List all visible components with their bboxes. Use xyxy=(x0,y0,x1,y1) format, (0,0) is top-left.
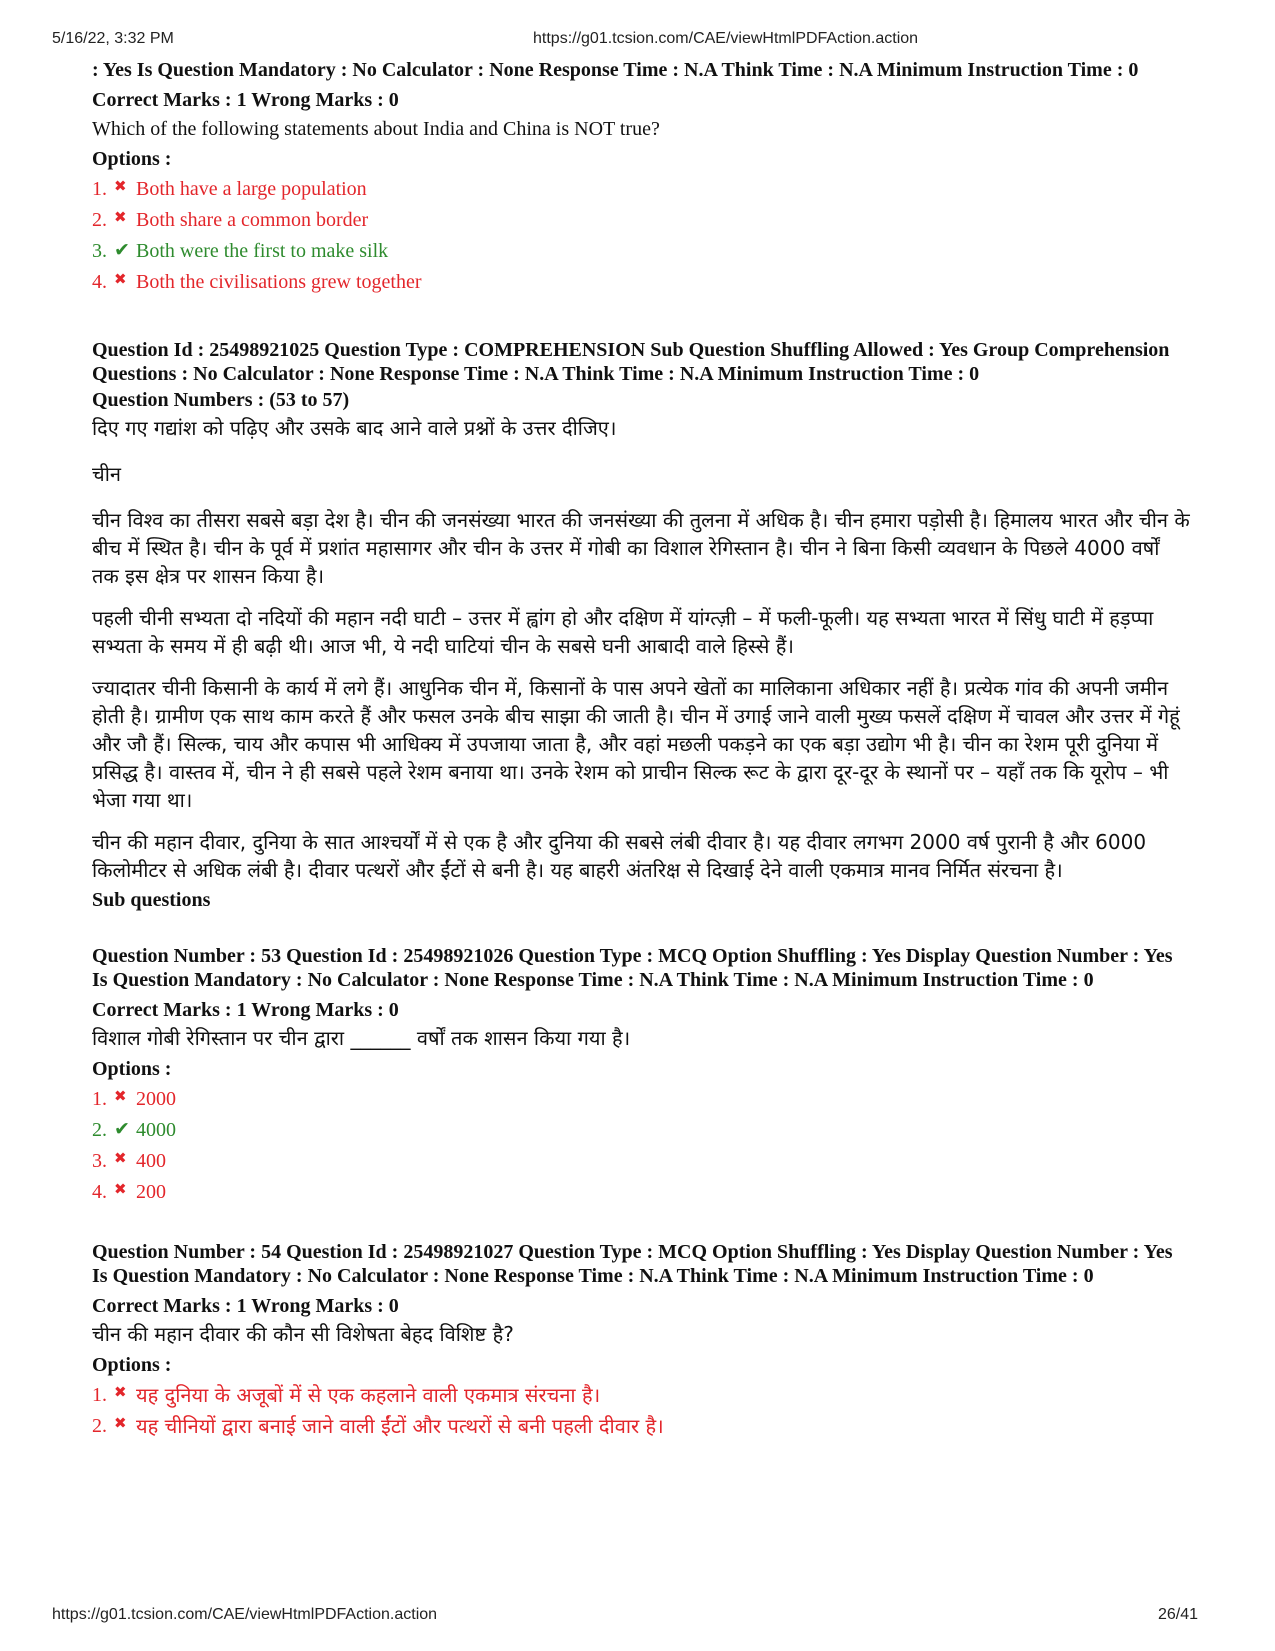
option-4 xyxy=(92,267,1192,298)
passage-title: चीन xyxy=(92,462,121,486)
option-text: 2000 xyxy=(136,1088,176,1110)
option-text: 4000 xyxy=(136,1119,176,1141)
option-text: यह दुनिया के अजूबों में से एक कहलाने वाली एकमात्र संरचना है। xyxy=(136,1383,601,1407)
wrong-icon: ✖ xyxy=(114,1149,127,1167)
print-datetime: 5/16/22, 3:32 PM xyxy=(52,30,174,47)
options-list xyxy=(92,174,1192,298)
option-number: 4. xyxy=(92,1181,107,1203)
checkmark-icon: ✔ xyxy=(114,1118,130,1140)
option-text: Both the civilisations grew together xyxy=(136,271,422,293)
question-53 xyxy=(92,944,1192,1208)
question-marks: Correct Marks : 1 Wrong Marks : 0 xyxy=(92,1295,399,1317)
question-numbers: Question Numbers : (53 to 57) xyxy=(92,389,350,411)
option-3 xyxy=(92,1146,1192,1177)
wrong-icon: ✖ xyxy=(114,1414,127,1432)
option-number: 1. xyxy=(92,1088,107,1110)
option-3 xyxy=(92,236,1192,267)
option-number: 2. xyxy=(92,1119,107,1141)
option-number: 1. xyxy=(92,178,107,200)
option-text: Both have a large population xyxy=(136,178,367,200)
option-text: 400 xyxy=(136,1150,166,1172)
option-text: Both were the first to make silk xyxy=(136,240,389,262)
question-marks: Correct Marks : 1 Wrong Marks : 0 xyxy=(92,89,399,111)
option-1 xyxy=(92,174,1192,205)
wrong-icon: ✖ xyxy=(114,270,127,288)
wrong-icon: ✖ xyxy=(114,208,127,226)
options-list xyxy=(92,1380,1192,1442)
footer-url: https://g01.tcsion.com/CAE/viewHtmlPDFAction.action xyxy=(52,1606,438,1623)
wrong-icon: ✖ xyxy=(114,1383,127,1401)
option-text: 200 xyxy=(136,1181,166,1203)
option-4 xyxy=(92,1177,1192,1208)
question-text: Which of the following statements about India and China is NOT true? xyxy=(92,118,660,140)
question-52 xyxy=(92,58,1192,298)
option-number: 2. xyxy=(92,1415,107,1437)
option-number: 3. xyxy=(92,240,107,262)
sub-questions-heading: Sub questions xyxy=(92,889,211,911)
options-label: Options : xyxy=(92,148,172,170)
option-2 xyxy=(92,1115,1192,1146)
option-2 xyxy=(92,1411,1192,1442)
page-number: 26/41 xyxy=(1158,1606,1199,1623)
wrong-icon: ✖ xyxy=(114,177,127,195)
comprehension-instruction: दिए गए गद्यांश को पढ़िए और उसके बाद आने वाले प्रश्नों के उत्तर दीजिए। xyxy=(92,416,617,440)
option-text: यह चीनियों द्वारा बनाई जाने वाली ईंटों और पत्थरों से बनी पहली दीवार है। xyxy=(136,1414,664,1438)
option-text: Both share a common border xyxy=(136,209,369,231)
options-label: Options : xyxy=(92,1058,172,1080)
options-label: Options : xyxy=(92,1354,172,1376)
option-number: 4. xyxy=(92,271,107,293)
wrong-icon: ✖ xyxy=(114,1180,127,1198)
document-content xyxy=(92,58,1192,1442)
question-meta: : Yes Is Question Mandatory : No Calculator : None Response Time : N.A Think Time : N.A Minimum Instruction Time : 0 xyxy=(92,59,1139,81)
question-text: विशाल गोबी रेगिस्तान पर चीन द्वारा ______ वर्षों तक शासन किया गया है। xyxy=(92,1026,631,1050)
option-number: 3. xyxy=(92,1150,107,1172)
wrong-icon: ✖ xyxy=(114,1087,127,1105)
question-meta: Question Number : 53 Question Id : 25498921026 Question Type : MCQ Option Shuffling : Yes Display Question Number : Yes Is Question Mandatory : No Calculator : None Response Time : N.A Think Time : N.A Minimum Instruction Time : 0 xyxy=(92,945,1173,991)
passage-paragraph-2: पहली चीनी सभ्यता दो नदियों की महान नदी घाटी – उत्तर में ह्वांग हो और दक्षिण में यांग्त्ज़ी – में फली-फूली। यह सभ्यता भारत में सिंधु घाटी में हड़प्पा सभ्यता के समय में ही बढ़ी थी। आज भी, ये नदी घाटियां चीन के सबसे घनी आबादी वाले हिस्से हैं। xyxy=(92,606,1154,658)
checkmark-icon: ✔ xyxy=(114,239,130,261)
options-list xyxy=(92,1084,1192,1208)
option-number: 1. xyxy=(92,1384,107,1406)
passage-paragraph-3: ज्यादातर चीनी किसानी के कार्य में लगे हैं। आधुनिक चीन में, किसानों के पास अपने खेतों का मालिकाना अधिकार नहीं है। प्रत्येक गांव की अपनी जमीन होती है। ग्रामीण एक साथ काम करते हैं और फसल उनके बीच साझा की जाती है। चीन में उगाई जाने वाली मुख्य फसलें दक्षिण में चावल और उत्तर में गेहूं और जौ हैं। सिल्क, चाय और कपास भी आधिक्य में उपजाया जाता है, और वहां मछली पकड़ने का एक बड़ा उद्योग भी है। चीन का रेशम पूरी दुनिया में प्रसिद्ध है। वास्तव में, चीन ने ही सबसे पहले रेशम बनाया था। उनके रेशम को प्राचीन सिल्क रूट के द्वारा दूर-दूर के स्थानों पर – यहाँ तक कि यूरोप – भी भेजा गया था। xyxy=(92,676,1180,812)
passage-paragraph-4: चीन की महान दीवार, दुनिया के सात आश्चर्यों में से एक है और दुनिया की सबसे लंबी दीवार है। यह दीवार लगभग 2000 वर्ष पुरानी है और 6000 किलोमीटर से अधिक लंबी है। दीवार पत्थरों और ईंटों से बनी है। यह बाहरी अंतरिक्ष से दिखाई देने वाली एकमात्र मानव निर्मित संरचना है। xyxy=(92,830,1147,882)
question-54 xyxy=(92,1240,1192,1442)
option-2 xyxy=(92,205,1192,236)
option-1 xyxy=(92,1380,1192,1411)
passage-paragraph-1: चीन विश्व का तीसरा सबसे बड़ा देश है। चीन की जनसंख्या भारत की जनसंख्या की तुलना में अधिक है। चीन हमारा पड़ोसी है। हिमालय भारत और चीन के बीच में स्थित है। चीन के पूर्व में प्रशांत महासागर और चीन के उत्तर में गोबी का विशाल रेगिस्तान है। चीन ने बिना किसी व्यवधान के पिछले 4000 वर्षों तक इस क्षेत्र पर शासन किया है। xyxy=(92,508,1190,588)
option-1 xyxy=(92,1084,1192,1115)
question-text: चीन की महान दीवार की कौन सी विशेषता बेहद विशिष्ट है? xyxy=(92,1322,514,1346)
print-url: https://g01.tcsion.com/CAE/viewHtmlPDFAction.action xyxy=(533,30,919,47)
comprehension-meta: Question Id : 25498921025 Question Type : COMPREHENSION Sub Question Shuffling Allowed : Yes Group Comprehension Questions : No Calculator : None Response Time : N.A Think Time : N.A Minimum Instruction Time : 0 xyxy=(92,339,1170,385)
question-marks: Correct Marks : 1 Wrong Marks : 0 xyxy=(92,999,399,1021)
option-number: 2. xyxy=(92,209,107,231)
comprehension-block xyxy=(92,338,1192,912)
question-meta: Question Number : 54 Question Id : 25498921027 Question Type : MCQ Option Shuffling : Yes Display Question Number : Yes Is Question Mandatory : No Calculator : None Response Time : N.A Think Time : N.A Minimum Instruction Time : 0 xyxy=(92,1241,1173,1287)
